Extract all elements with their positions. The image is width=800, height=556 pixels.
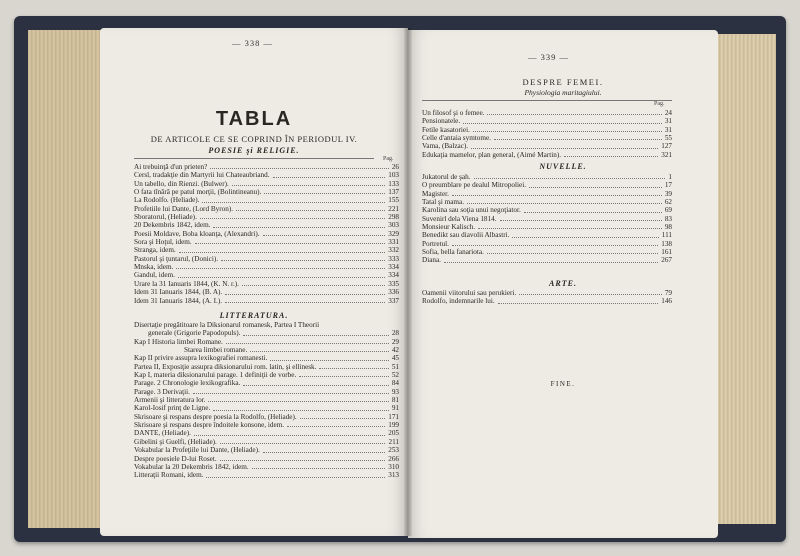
toc-entry — [422, 117, 672, 125]
leader-dots — [221, 260, 385, 261]
leader-dots — [512, 237, 658, 238]
toc-entry — [134, 404, 399, 412]
toc-entry-page: 55 — [664, 134, 672, 143]
leader-dots — [242, 285, 385, 286]
toc-entry-page: 17 — [664, 181, 672, 190]
leader-dots — [452, 195, 662, 196]
toc-entry-page: 39 — [664, 189, 672, 198]
leader-dots — [243, 385, 388, 386]
toc-entry-title: Skrisoare şi respans despre îndoitele konsone, idem. — [134, 421, 285, 430]
toc-entry — [134, 329, 399, 337]
toc-entry-page: 253 — [388, 446, 399, 455]
leader-dots — [498, 303, 659, 304]
toc-entry-page: 26 — [391, 163, 399, 171]
toc-entry-title: 20 Dekembris 1842, idem. — [134, 221, 211, 230]
leader-dots — [487, 114, 661, 115]
femei-list — [422, 109, 672, 159]
toc-entry — [134, 297, 399, 305]
toc-entry-title: Diana. — [422, 256, 441, 265]
toc-entry-title: Monsieur Kalisch. — [422, 223, 476, 232]
toc-entry-title: Sofia, bella fanariota. — [422, 248, 484, 257]
leader-dots — [564, 156, 658, 157]
leader-dots — [213, 410, 389, 411]
toc-entry — [134, 421, 399, 429]
toc-entry-page: 93 — [391, 387, 399, 396]
toc-entry-title: Despre poesiele D-lui Roset. — [134, 454, 217, 463]
toc-entry — [422, 109, 672, 117]
toc-entry-page: 211 — [388, 437, 399, 446]
leader-dots — [519, 294, 662, 295]
leader-dots — [444, 262, 658, 263]
leader-dots — [178, 277, 385, 278]
toc-entry — [134, 196, 399, 204]
toc-entry-page: 336 — [388, 288, 399, 297]
right-page — [408, 30, 718, 538]
toc-entry — [422, 240, 672, 248]
toc-entry-title: Celle d'antaia symtome. — [422, 134, 491, 143]
leader-dots — [273, 177, 386, 178]
toc-entry-page: 298 — [388, 213, 399, 222]
toc-entry — [422, 181, 672, 189]
leader-dots — [524, 212, 662, 213]
leader-dots — [243, 335, 388, 336]
leader-dots — [463, 123, 662, 124]
toc-entry-page: 1 — [668, 173, 672, 181]
toc-entry-title: Sora şi Hoţul, idem. — [134, 238, 192, 247]
nuvelle-list — [422, 173, 672, 265]
leader-dots — [208, 401, 388, 402]
toc-entry — [134, 388, 399, 396]
toc-entry-title: Idem 31 Ianuaris 1844, (B. A). — [134, 288, 223, 297]
toc-entry — [134, 354, 399, 362]
toc-entry-title: Suvenirl dela Viena 1814. — [422, 214, 497, 223]
toc-entry-page: 334 — [388, 263, 399, 272]
toc-entry-title: Parage. 2 Chronologie lexikografika. — [134, 379, 241, 388]
toc-entry-page: 171 — [388, 412, 399, 421]
toc-entry-page: 161 — [661, 248, 672, 257]
toc-entry-title: Portretul. — [422, 239, 449, 248]
leader-dots — [500, 220, 662, 221]
leader-dots — [225, 302, 385, 303]
toc-entry-page: 69 — [664, 206, 672, 215]
toc-entry — [134, 455, 399, 463]
toc-entry-title: Sboratorul, (Heliade). — [134, 213, 197, 222]
toc-entry-title: Tatal şi mama. — [422, 198, 465, 207]
pag-label: Pag. — [654, 101, 665, 107]
pag-label: Pag. — [383, 156, 394, 162]
toc-entry-title: Un tabello, din Rienzi. (Bulwer). — [134, 179, 229, 188]
toc-entry-page: 329 — [388, 229, 399, 238]
toc-entry-title: Profetiile lui Dante, (Lord Byron). — [134, 204, 234, 213]
section-nuvelle-heading: NUVELLE. — [539, 162, 587, 171]
toc-entry-title: O fata tînără pe patul morţii, (Bolintineanu). — [134, 188, 262, 197]
toc-entry — [134, 205, 399, 213]
toc-entry-title: generale (Grigorie Papodopuls). — [148, 329, 241, 338]
arte-list — [422, 289, 672, 306]
toc-entry — [134, 280, 399, 288]
toc-entry-title: Jukatorul de şah. — [422, 173, 471, 181]
toc-entry-title: Gibelini şi Guelfi, (Heliade). — [134, 437, 217, 446]
toc-entry-title: Benedikt sau diavolii Albastri. — [422, 231, 510, 240]
toc-entry-title: Kap I Historia limbei Romane. — [134, 337, 223, 346]
toc-entry-title: Vokabular la Profeţiile lui Dante, (Heliade). — [134, 446, 260, 455]
toc-entry-page: 28 — [391, 329, 399, 338]
leader-dots — [263, 235, 386, 236]
leader-dots — [236, 210, 385, 211]
toc-entry — [134, 288, 399, 296]
leader-dots — [250, 351, 389, 352]
leader-dots — [264, 193, 385, 194]
toc-entry-page: 31 — [664, 117, 672, 126]
page-number: — 338 — — [232, 38, 273, 48]
toc-entry-page: 335 — [388, 279, 399, 288]
toc-entry — [134, 413, 399, 421]
toc-entry — [134, 171, 399, 179]
leader-dots — [474, 178, 666, 179]
toc-entry — [134, 363, 399, 371]
divider — [422, 100, 672, 101]
toc-entry-title: Idem 31 Ianuaris 1844, (A. I.). — [134, 296, 223, 305]
toc-entry-page: 42 — [391, 346, 399, 355]
toc-entry — [422, 173, 672, 181]
leader-dots — [225, 294, 385, 295]
toc-entry-page: 138 — [661, 239, 672, 248]
toc-entry — [134, 238, 399, 246]
toc-entry-title: Armenii şi litteratura lor. — [134, 396, 206, 405]
toc-entry-page: 333 — [388, 254, 399, 263]
fine-text: FINE. — [550, 380, 576, 388]
toc-entry-title: Edukaţia mamelor, plan general, (Aimé Martin). — [422, 150, 562, 159]
page-edges-left — [28, 30, 106, 528]
toc-entry — [422, 256, 672, 264]
section-poesie-heading: POESIE şi RELIGIE. — [208, 146, 300, 155]
leader-dots — [232, 185, 385, 186]
leader-dots — [529, 187, 662, 188]
toc-entry-title: Un filosof şi o femee. — [422, 109, 485, 117]
toc-entry-title: Fetile kasatoriei. — [422, 125, 470, 134]
toc-entry — [134, 379, 399, 387]
litteratura-list — [134, 321, 399, 480]
toc-entry — [134, 180, 399, 188]
toc-entry — [422, 297, 672, 305]
leader-dots — [452, 245, 658, 246]
toc-entry — [422, 134, 672, 142]
leader-dots — [220, 443, 386, 444]
toc-entry-page: 81 — [391, 396, 399, 405]
toc-entry-title: Kap I, materia diksionarului parage. 1 definiţii de vorbe. — [134, 371, 297, 380]
toc-entry — [134, 396, 399, 404]
leader-dots — [473, 131, 662, 132]
leader-dots — [202, 202, 385, 203]
toc-entry — [134, 371, 399, 379]
divider — [134, 158, 374, 159]
toc-entry-page: 29 — [391, 337, 399, 346]
toc-entry-title: Ai trebuinţă d'un prieten? — [134, 163, 208, 171]
toc-entry-page: 146 — [661, 297, 672, 306]
toc-entry-page: 267 — [661, 256, 672, 265]
toc-entry — [134, 338, 399, 346]
toc-entry — [422, 151, 672, 159]
toc-entry-title: Pensionatele. — [422, 117, 461, 126]
leader-dots — [179, 252, 386, 253]
leader-dots — [226, 343, 389, 344]
toc-entry — [134, 246, 399, 254]
toc-entry-page: 205 — [388, 429, 399, 438]
leader-dots — [194, 435, 385, 436]
toc-entry-title: Poesii Moldave, Boba kloanţa, (Alexandri). — [134, 229, 260, 238]
toc-entry-page: 62 — [664, 198, 672, 207]
leader-dots — [200, 218, 385, 219]
toc-entry-page: 266 — [388, 454, 399, 463]
toc-entry-page: 155 — [388, 196, 399, 205]
toc-entry-page: 332 — [388, 246, 399, 255]
leader-dots — [319, 368, 388, 369]
leader-dots — [263, 452, 385, 453]
toc-entry-page: 103 — [388, 171, 399, 180]
toc-entry — [422, 289, 672, 297]
page-subtitle: Physiologia maritagiului. — [524, 88, 602, 97]
toc-entry-title: Karolina sau soţia unui negoţiator. — [422, 206, 521, 215]
toc-entry-page: 52 — [391, 371, 399, 380]
toc-entry-title: Oamenii viitorului sau perukieri. — [422, 289, 517, 297]
leader-dots — [176, 268, 385, 269]
toc-entry-page: 334 — [388, 271, 399, 280]
leader-dots — [213, 227, 385, 228]
toc-entry — [422, 142, 672, 150]
toc-entry-page: 127 — [661, 142, 672, 151]
toc-entry-title: Skrisoare şi respans despre poesia la Rodolfo, (Heliade). — [134, 412, 297, 421]
section-arte-heading: ARTE. — [549, 279, 577, 288]
toc-entry — [134, 213, 399, 221]
toc-entry — [422, 190, 672, 198]
toc-entry-page: 79 — [664, 289, 672, 297]
toc-entry-page: 98 — [664, 223, 672, 232]
toc-entry — [134, 346, 399, 354]
leader-dots — [300, 418, 386, 419]
toc-entry-title: Pastorul şi ţuntarul, (Donici). — [134, 254, 219, 263]
toc-entry — [134, 221, 399, 229]
leader-dots — [195, 243, 386, 244]
toc-entry — [134, 163, 399, 171]
toc-entry-page: 337 — [388, 296, 399, 305]
leader-dots — [220, 460, 386, 461]
toc-entry — [134, 446, 399, 454]
leader-dots — [471, 148, 658, 149]
toc-entry-page: 303 — [388, 221, 399, 230]
leader-dots — [270, 360, 388, 361]
leader-dots — [252, 468, 386, 469]
toc-entry — [422, 215, 672, 223]
toc-entry — [422, 248, 672, 256]
toc-entry — [134, 263, 399, 271]
leader-dots — [193, 393, 389, 394]
toc-entry-title: Partea II, Exposiţie assupra diksionarului rom. latin, şi ellinesk. — [134, 362, 317, 371]
toc-entry — [422, 126, 672, 134]
toc-entry-title: O preumblare pe dealul Mitropoliei. — [422, 181, 526, 190]
toc-entry-title: Vokabular la 20 Dekembris 1842, idem. — [134, 462, 249, 471]
page-number: — 339 — — [528, 52, 569, 62]
toc-entry — [422, 223, 672, 231]
toc-entry-page: 321 — [661, 150, 672, 159]
toc-entry-page: 91 — [391, 404, 399, 413]
leader-dots — [210, 168, 388, 169]
toc-entry-title: Urare la 31 Ianuaris 1844, (K. N. r.). — [134, 279, 239, 288]
left-page — [100, 28, 408, 536]
toc-entry-title: Kap II privire assupra lexikografiei romanesti. — [134, 354, 268, 363]
toc-entry-page: 221 — [388, 204, 399, 213]
toc-entry-page: 199 — [388, 421, 399, 430]
leader-dots — [206, 477, 385, 478]
toc-entry-title: Starea limbei romane. — [184, 346, 248, 355]
toc-entry-page: 137 — [388, 188, 399, 197]
toc-entry — [134, 255, 399, 263]
toc-entry-title: Mnska, idem. — [134, 263, 174, 272]
toc-entry-title: Litteraţii Romani, idem. — [134, 471, 204, 480]
toc-entry — [134, 471, 399, 479]
toc-entry-title: Vama, (Balzac). — [422, 142, 469, 151]
toc-entry-page: 51 — [391, 362, 399, 371]
toc-entry-page: 83 — [664, 214, 672, 223]
toc-entry-title: Disertaţie pregătitoare la Diksionarul romanesk, Partea I Theorii — [134, 321, 320, 329]
leader-dots — [467, 203, 662, 204]
toc-entry-page: 45 — [391, 354, 399, 363]
toc-entry-title: Parage. 3 Derivaţii. — [134, 387, 190, 396]
toc-entry-page: 133 — [388, 179, 399, 188]
toc-entry — [134, 188, 399, 196]
toc-entry-title: Stranga, idem. — [134, 246, 176, 255]
page-title: TABLA — [215, 108, 293, 130]
toc-entry — [422, 198, 672, 206]
toc-entry-title: Rodolfo, indemnarile lui. — [422, 297, 495, 306]
toc-entry-title: DANTE, (Heliade). — [134, 429, 191, 438]
toc-entry-page: 84 — [391, 379, 399, 388]
toc-entry-title: La Rodolfo. (Heliade). — [134, 196, 200, 205]
toc-entry — [134, 321, 399, 329]
toc-entry — [422, 206, 672, 214]
toc-entry-page: 331 — [388, 238, 399, 247]
toc-entry — [134, 438, 399, 446]
page-edges-right — [716, 34, 776, 524]
toc-entry-page: 313 — [388, 471, 399, 480]
book-gutter — [404, 28, 412, 536]
leader-dots — [299, 376, 389, 377]
toc-entry — [422, 231, 672, 239]
toc-entry-page: 24 — [664, 109, 672, 117]
poesie-list — [134, 163, 399, 305]
section-litteratura-heading: LITTERATURA. — [219, 311, 289, 320]
toc-entry-title: Gandul, idem. — [134, 271, 175, 280]
page-title: DESPRE FEMEI. — [522, 77, 604, 87]
toc-entry-page: 111 — [661, 231, 672, 240]
toc-entry — [134, 429, 399, 437]
toc-entry-title: Cersl, tradakţie din Martyrii lui Chateaubriand. — [134, 171, 270, 180]
toc-entry-title: Karol-Iosif prinţ de Ligne. — [134, 404, 211, 413]
leader-dots — [287, 426, 385, 427]
leader-dots — [487, 253, 658, 254]
toc-entry-title: Magister. — [422, 189, 449, 198]
page-subtitle: DE ARTICOLE CE SE COPRIND ÎN PERIODUL IV. — [150, 134, 358, 144]
toc-entry-page: 31 — [664, 125, 672, 134]
toc-entry — [134, 463, 399, 471]
leader-dots — [478, 228, 662, 229]
toc-entry-page: 310 — [388, 462, 399, 471]
leader-dots — [494, 139, 662, 140]
toc-entry — [134, 230, 399, 238]
toc-entry — [134, 271, 399, 279]
